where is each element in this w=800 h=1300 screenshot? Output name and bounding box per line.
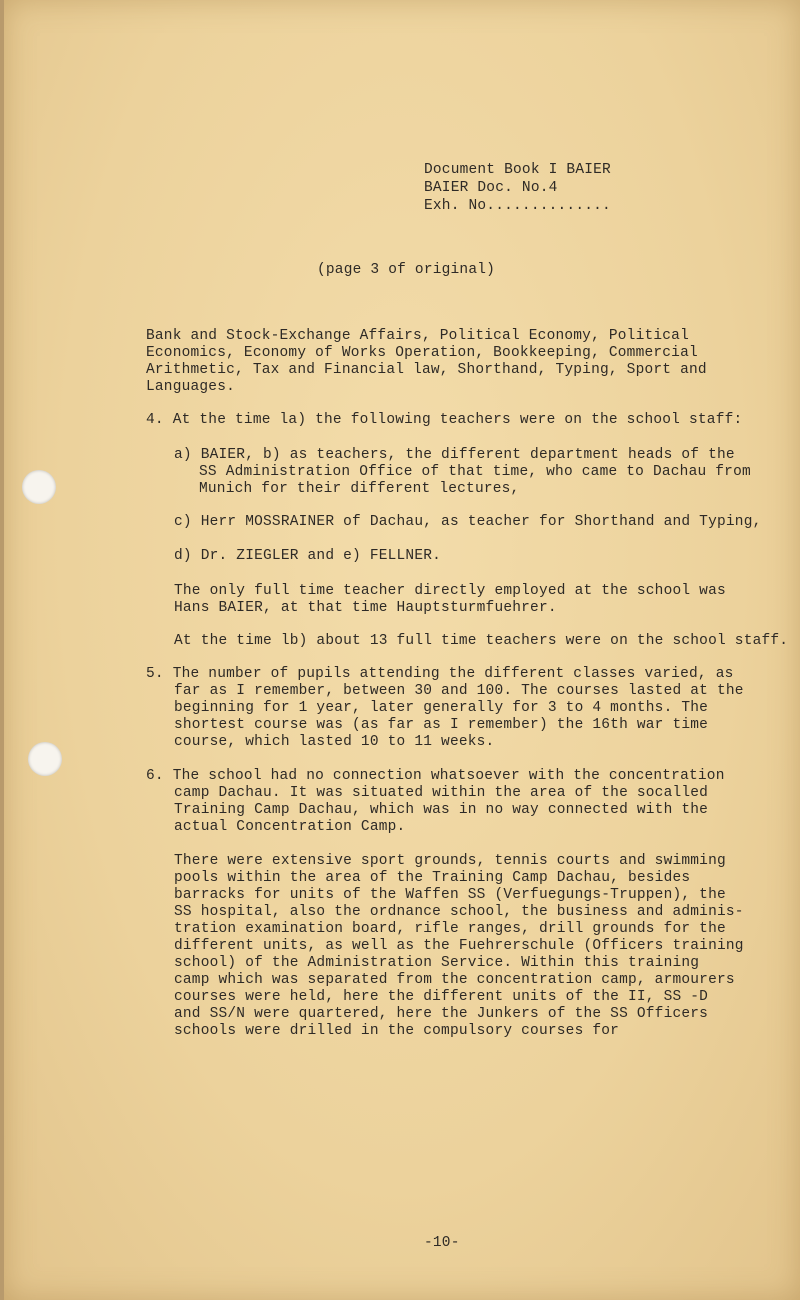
punch-hole-lower — [28, 742, 62, 776]
item-4-lb: At the time lb) about 13 full time teachers were on the school staff. — [174, 633, 789, 649]
document-page — [4, 0, 800, 1300]
punch-hole-upper — [22, 470, 56, 504]
item-6-para2-line: There were extensive sport grounds, tennis courts and swimming — [174, 853, 726, 869]
intro-line: Bank and Stock-Exchange Affairs, Political Economy, Political — [146, 328, 689, 344]
item-6-line: 6. The school had no connection whatsoever with the concentration — [146, 768, 725, 784]
item-5-line: course, which lasted 10 to 11 weeks. — [174, 734, 495, 750]
item-4-a — [174, 447, 751, 498]
item-6-line: camp Dachau. It was situated within the area of the socalled — [174, 785, 709, 801]
intro-line: Arithmetic, Tax and Financial law, Shorthand, Typing, Sport and — [146, 362, 707, 378]
doc-book-label: Document Book I BAIER — [424, 162, 611, 178]
item-6-second-paragraph — [174, 853, 744, 1040]
item-5-line: beginning for 1 year, later generally for 3 to 4 months. The — [174, 700, 709, 716]
item-4-full-time — [174, 583, 726, 617]
item-6-para2-line: different units, as well as the Fuehrerschule (Officers training — [174, 938, 744, 954]
item-6-para2-line: schools were drilled in the compulsory courses for — [174, 1023, 620, 1039]
item-4-lead: 4. At the time la) the following teachers were on the school staff: — [146, 412, 743, 428]
item-5-line: 5. The number of pupils attending the different classes varied, as — [146, 666, 734, 682]
exhibit-number-label: Exh. No.............. — [424, 198, 611, 214]
item-4-d: d) Dr. ZIEGLER and e) FELLNER. — [174, 548, 442, 564]
item-6-para2-line: pools within the area of the Training Camp Dachau, besides — [174, 870, 691, 886]
page-number: -10- — [424, 1235, 460, 1251]
intro-line: Economics, Economy of Works Operation, Bookkeeping, Commercial — [146, 345, 698, 361]
item-6-paragraph — [146, 768, 725, 836]
item-5-line: shortest course was (as far as I remember) the 16th war time — [174, 717, 709, 733]
item-5-line: far as I remember, between 30 and 100. The courses lasted at the — [174, 683, 744, 699]
full-time-line: The only full time teacher directly employed at the school was — [174, 583, 726, 599]
item-5-paragraph — [146, 666, 744, 751]
item-6-para2-line: courses were held, here the different units of the II, SS -D — [174, 989, 709, 1005]
item-6-para2-line: tration examination board, rifle ranges, drill grounds for the — [174, 921, 726, 937]
item-4-a-line: a) BAIER, b) as teachers, the different department heads of the — [174, 447, 735, 463]
item-6-para2-line: barracks for units of the Waffen SS (Verfuegungs-Truppen), the — [174, 887, 726, 903]
item-4-a-line: Munich for their different lectures, — [199, 481, 520, 497]
doc-number-label: BAIER Doc. No.4 — [424, 180, 558, 196]
item-4-a-line: SS Administration Office of that time, who came to Dachau from — [199, 464, 751, 480]
item-6-para2-line: SS hospital, also the ordnance school, the business and adminis- — [174, 904, 744, 920]
page-reference: (page 3 of original) — [317, 262, 496, 278]
full-time-line: Hans BAIER, at that time Hauptsturmfuehrer. — [174, 600, 557, 616]
item-6-para2-line: camp which was separated from the concentration camp, armourers — [174, 972, 735, 988]
intro-paragraph — [146, 328, 707, 396]
item-6-para2-line: and SS/N were quartered, here the Junkers of the SS Officers — [174, 1006, 709, 1022]
intro-line: Languages. — [146, 379, 236, 395]
item-6-para2-line: school) of the Administration Service. Within this training — [174, 955, 700, 971]
item-6-line: Training Camp Dachau, which was in no way connected with the — [174, 802, 709, 818]
item-4-c: c) Herr MOSSRAINER of Dachau, as teacher for Shorthand and Typing, — [174, 514, 762, 530]
item-6-line: actual Concentration Camp. — [174, 819, 406, 835]
